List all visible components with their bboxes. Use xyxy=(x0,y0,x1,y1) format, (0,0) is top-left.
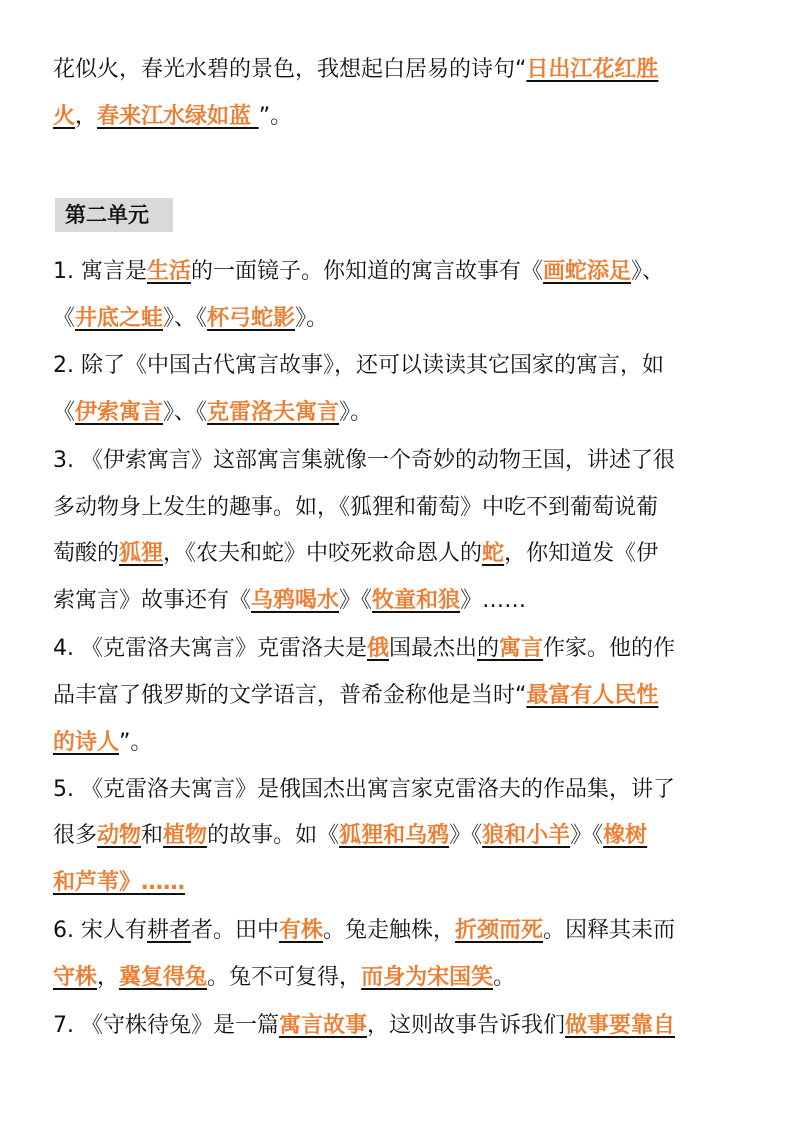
answer: 橡树 xyxy=(603,823,648,848)
intro-line-1 xyxy=(53,50,753,90)
answer: 春来江水绿如蓝 xyxy=(97,104,259,129)
answer: 牧童和狼 xyxy=(372,588,461,613)
item-3-line-1 xyxy=(53,441,753,481)
item-5-line-1 xyxy=(53,770,753,810)
item-6-line-1 xyxy=(53,911,753,951)
answer: 狼和小羊 xyxy=(482,823,571,848)
text: 1. 寓言是 xyxy=(53,259,147,284)
intro-line-2 xyxy=(53,97,753,137)
answer: 寓言故事 xyxy=(278,1013,367,1038)
answer: 蛇 xyxy=(482,541,505,566)
answer: 做事要靠自 xyxy=(565,1013,676,1038)
item-5-line-2 xyxy=(53,816,753,856)
text: 》、 xyxy=(631,259,665,284)
answer: 有株 xyxy=(279,918,324,943)
text: 》、《 xyxy=(163,306,208,331)
text: 者。田中 xyxy=(191,918,280,943)
item-5-line-3 xyxy=(53,863,753,903)
item-2-line-2 xyxy=(53,393,753,433)
answer: 折颈而死 xyxy=(455,918,544,943)
text: ，《农夫和蛇》中咬死救命恩人的 xyxy=(163,541,483,566)
text: 3. 《伊索寓言》这部寓言集就像一个奇妙的动物王国，讲述了很 xyxy=(53,448,675,473)
text: 很多 xyxy=(53,823,98,848)
answer: 植物 xyxy=(163,823,208,848)
answer: 伊索寓言 xyxy=(75,400,164,425)
text: 6. 宋人有 xyxy=(53,918,147,943)
text: 。 xyxy=(493,965,516,990)
answer: 乌鸦喝水 xyxy=(251,588,340,613)
answer: 和芦苇 xyxy=(53,870,120,895)
answer: 克雷洛夫寓言 xyxy=(207,400,340,425)
text: 》…… xyxy=(460,588,527,613)
item-7-line-1 xyxy=(53,1006,753,1046)
text: ”。 xyxy=(119,730,153,755)
text: ”。 xyxy=(258,104,293,129)
item-4-line-2 xyxy=(53,676,753,716)
text: ， xyxy=(97,965,120,990)
text: 2. 除了《中国古代寓言故事》，还可以读读其它国家的寓言，如 xyxy=(53,353,664,378)
text: 4. 《克雷洛夫寓言》克雷洛夫是 xyxy=(53,636,367,661)
answer: 狐狸 xyxy=(119,541,164,566)
answer: 最富有人民性 xyxy=(526,683,659,708)
answer: 》…… xyxy=(119,870,186,895)
answer: 而身为宋国笑 xyxy=(361,965,494,990)
text: 。兔不可复得， xyxy=(207,965,362,990)
text: 萄酸的 xyxy=(53,541,120,566)
item-2-line-1 xyxy=(53,346,753,386)
answer: 寓言 xyxy=(499,636,544,661)
text: ，这则故事告诉我们 xyxy=(367,1013,566,1038)
answer: 俄 xyxy=(366,636,389,661)
answer: 守株 xyxy=(53,965,98,990)
answer: 冀复得兔 xyxy=(119,965,208,990)
text: 》、《 xyxy=(163,400,208,425)
answer: 井底之蛙 xyxy=(75,306,164,331)
answer: 动物 xyxy=(97,823,142,848)
text: 的故事。如《 xyxy=(207,823,340,848)
underlined-text: 耕者 xyxy=(146,918,191,943)
text: 》。 xyxy=(339,400,373,425)
text: 》《 xyxy=(570,823,604,848)
text: 《 xyxy=(53,306,76,331)
text: 品丰富了俄罗斯的文学语言，普希金称他是当时“ xyxy=(53,683,527,708)
item-3-line-2 xyxy=(53,488,753,528)
item-1-line-1 xyxy=(53,252,753,292)
answer: 火 xyxy=(53,104,76,129)
text: 和 xyxy=(141,823,164,848)
answer: 生活 xyxy=(146,259,191,284)
text: ， xyxy=(75,104,98,129)
item-4-line-1 xyxy=(53,629,753,669)
answer: 狐狸和乌鸦 xyxy=(339,823,450,848)
text: 。兔走触株， xyxy=(323,918,456,943)
item-4-line-3 xyxy=(53,723,753,763)
answer: 杯弓蛇影 xyxy=(207,306,296,331)
text: 索寓言》故事还有《 xyxy=(53,588,252,613)
text: 》。 xyxy=(295,306,329,331)
text: 作家。他的作 xyxy=(543,636,676,661)
text: ，你知道发《伊 xyxy=(504,541,659,566)
text: 》《 xyxy=(339,588,373,613)
item-6-line-2 xyxy=(53,958,753,998)
text: 5. 《克雷洛夫寓言》是俄国杰出寓言家克雷洛夫的作品集，讲了 xyxy=(53,777,675,802)
text: 的一面镜子。你知道的寓言故事有《 xyxy=(191,259,544,284)
text: 7. 《守株待兔》是一篇 xyxy=(53,1013,279,1038)
underlined-text: 的 xyxy=(477,636,500,661)
text: 》《 xyxy=(449,823,483,848)
item-1-line-2 xyxy=(53,299,753,339)
item-3-line-3 xyxy=(53,534,753,574)
section-heading: 第二单元 xyxy=(55,198,173,232)
item-3-line-4 xyxy=(53,581,753,621)
text: 多动物身上发生的趣事。如，《狐狸和葡萄》中吃不到葡萄说葡 xyxy=(53,495,659,520)
text: 花似火，春光水碧的景色，我想起白居易的诗句“ xyxy=(53,57,527,82)
answer: 日出江花红胜 xyxy=(526,57,659,82)
text: 《 xyxy=(53,400,76,425)
answer: 的诗人 xyxy=(53,730,120,755)
answer: 画蛇添足 xyxy=(543,259,632,284)
text: 国最杰出 xyxy=(389,636,478,661)
text: 。因释其耒而 xyxy=(543,918,676,943)
